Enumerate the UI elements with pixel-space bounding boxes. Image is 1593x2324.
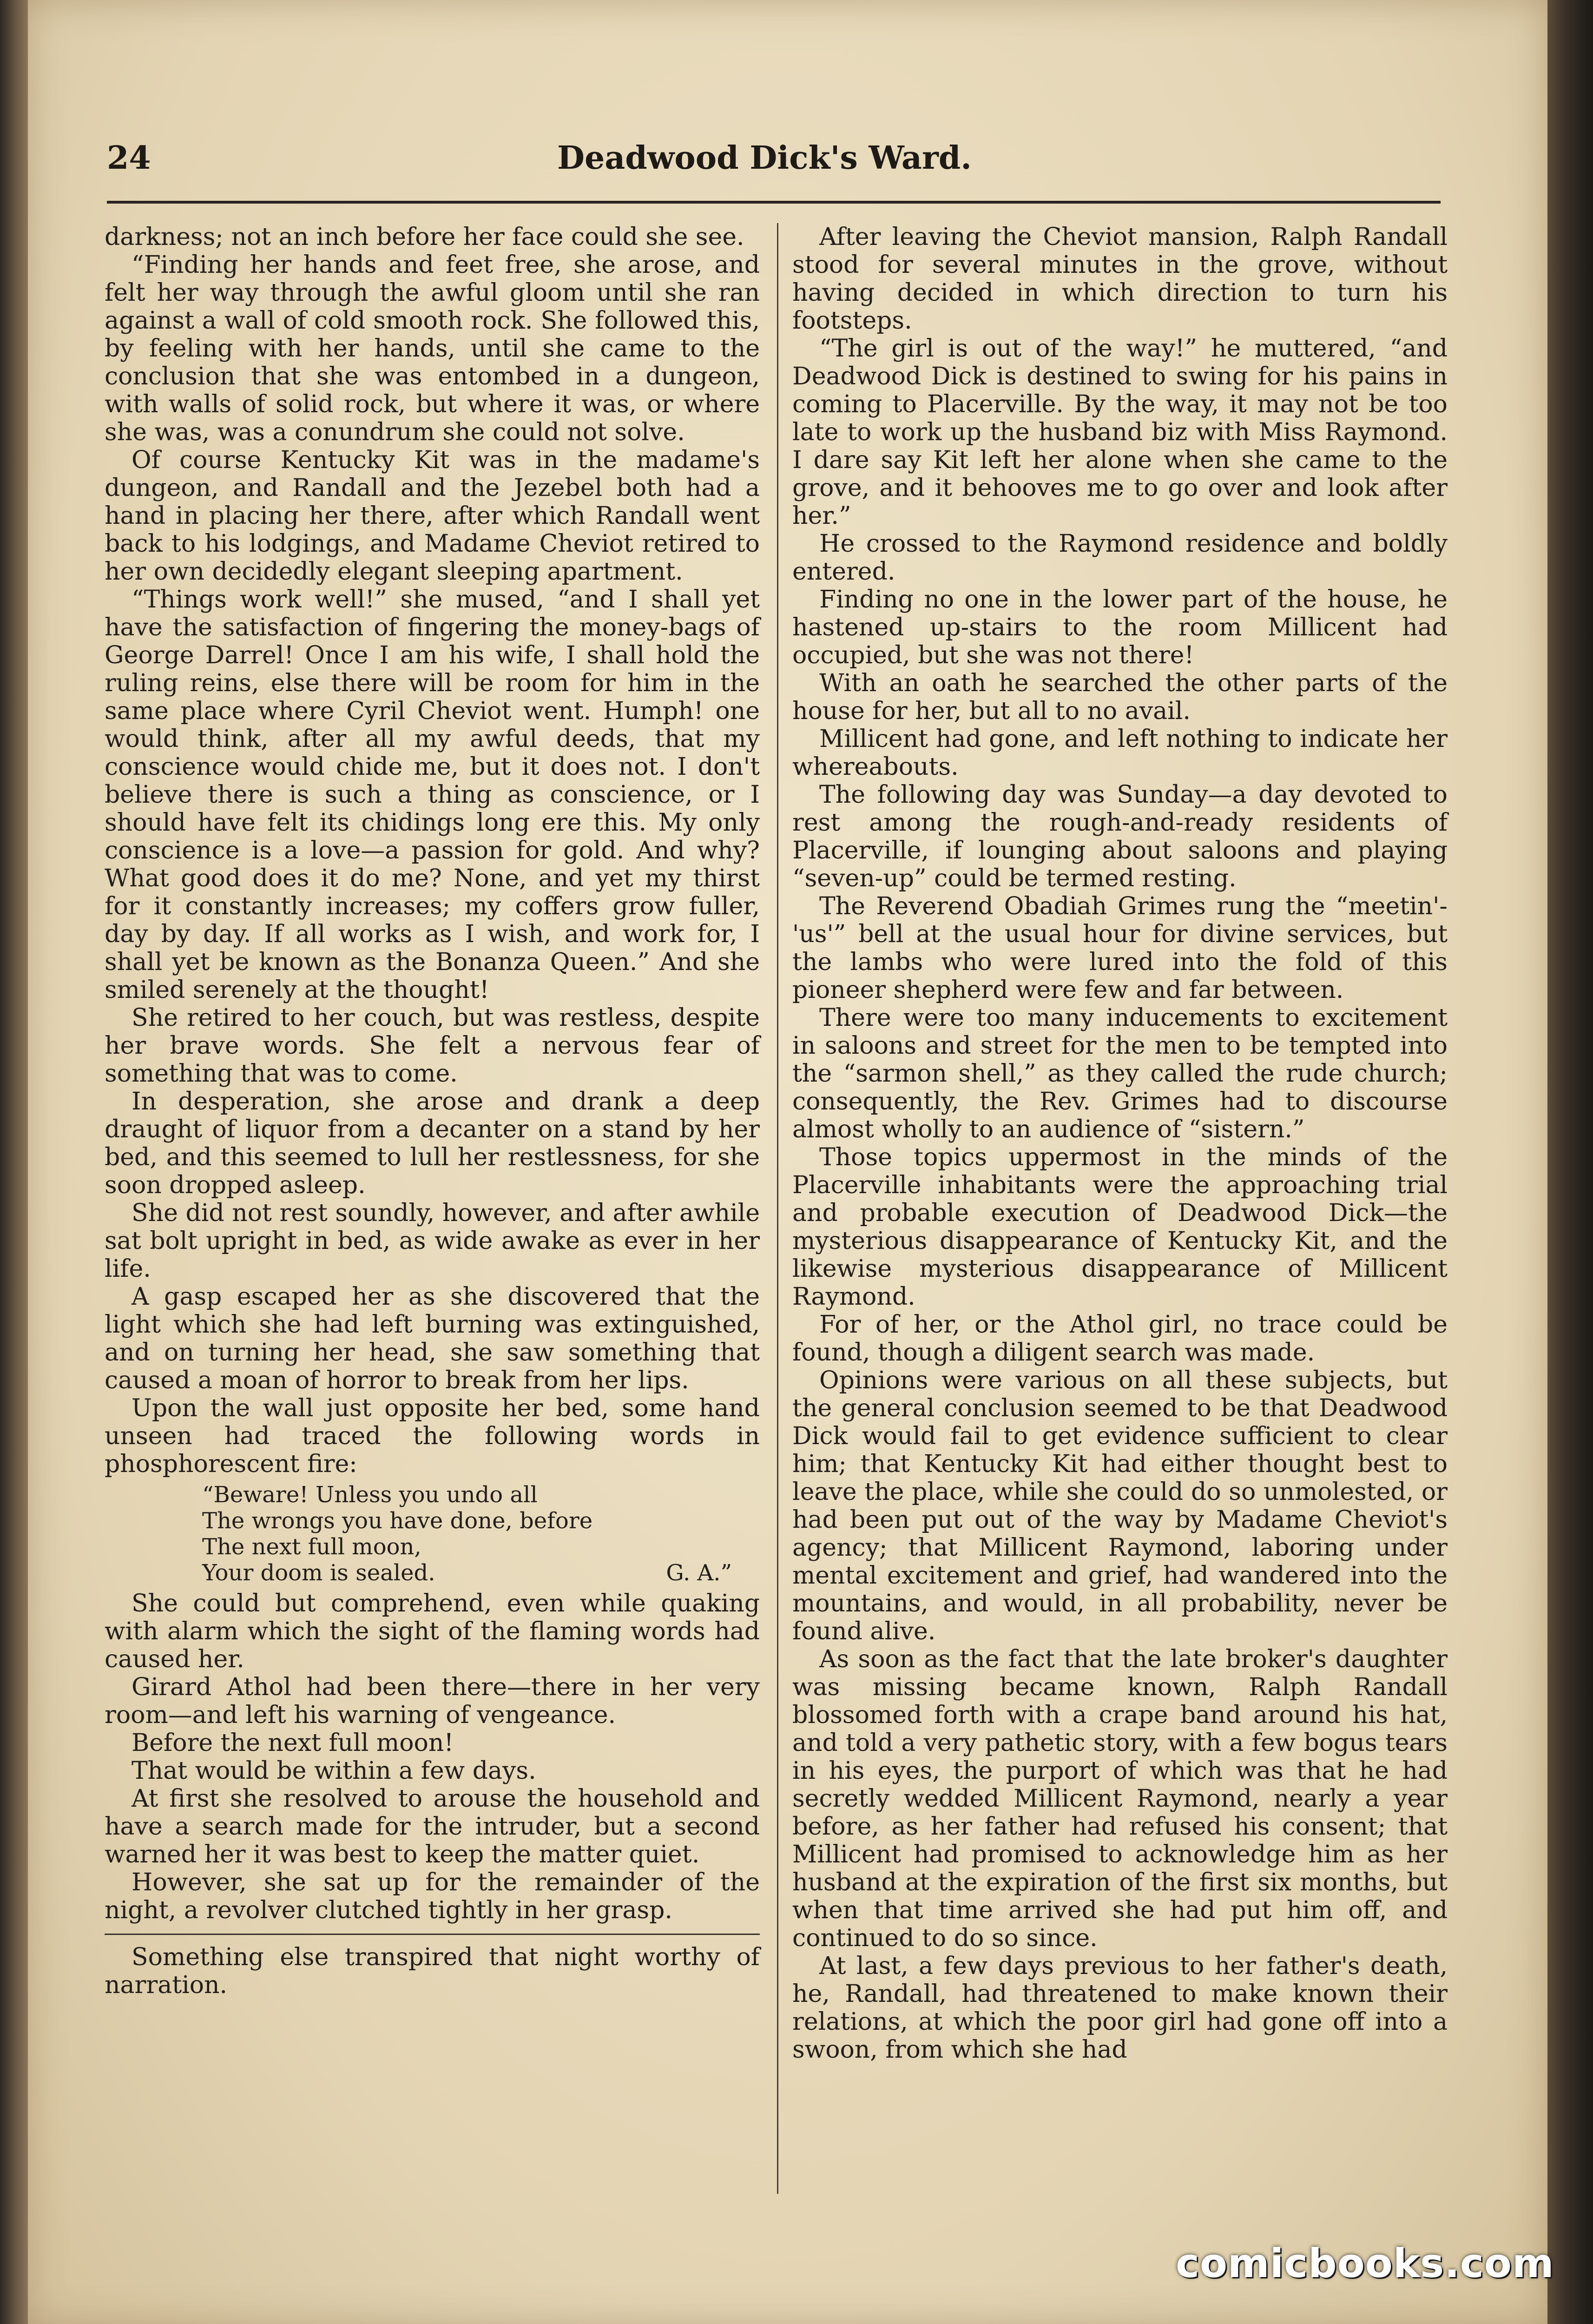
paragraph: “Finding her hands and feet free, she arose, and felt her way through the awful gloom until she ran against a wall of cold smooth rock. She followed this, by feeling with her hands, until she came to the conclusion that she was entombed in a dungeon, with walls of solid rock, but where it was, or where she was, was a conundrum she could not solve. xyxy=(105,251,760,446)
paragraph: Millicent had gone, and left nothing to indicate her whereabouts. xyxy=(792,725,1448,781)
left-column xyxy=(105,223,760,1999)
page-header xyxy=(79,139,1450,191)
header-rule xyxy=(107,201,1441,204)
verse-signature: G. A.” xyxy=(666,1560,732,1586)
paragraph: The Reverend Obadiah Grimes rung the “meetin'-'us'” bell at the usual hour for divine services, but the lambs who were lured into the fold of this pioneer shepherd were few and far between. xyxy=(792,892,1448,1004)
paragraph: She retired to her couch, but was restless, despite her brave words. She felt a nervous fear of something that was to come. xyxy=(105,1004,760,1088)
paragraph: At first she resolved to arouse the household and have a search made for the intruder, but a second warned her it was best to keep the matter quiet. xyxy=(105,1785,760,1868)
paragraph: Before the next full moon! xyxy=(132,1729,454,1757)
paragraph: For of her, or the Athol girl, no trace could be found, though a diligent search was made. xyxy=(792,1311,1448,1367)
paragraph: darkness; not an inch before her face could she see. xyxy=(105,223,744,251)
section-divider xyxy=(105,1934,760,1935)
paragraph: With an oath he searched the other parts of the house for her, but all to no avail. xyxy=(792,669,1448,725)
book-spine xyxy=(0,0,28,2324)
column-divider xyxy=(777,223,778,2194)
warning-verse xyxy=(202,1482,760,1586)
verse-line: The next full moon, xyxy=(202,1534,421,1560)
watermark: comicbooks.com xyxy=(1176,2240,1554,2287)
paragraph: She did not rest soundly, however, and after awhile sat bolt upright in bed, as wide awake as ever in her life. xyxy=(105,1199,760,1283)
paragraph: A gasp escaped her as she discovered that the light which she had left burning was extinguished, and on turning her head, she saw something that caused a moan of horror to break from her lips. xyxy=(105,1283,760,1394)
paragraph: She could but comprehend, even while quaking with alarm which the sight of the flaming words had caused her. xyxy=(105,1590,760,1673)
verse-line: “Beware! Unless you undo all xyxy=(202,1482,538,1508)
paragraph: Finding no one in the lower part of the house, he hastened up-stairs to the room Millicent had occupied, but she was not there! xyxy=(792,586,1448,669)
paragraph: At last, a few days previous to her father's death, he, Randall, had threatened to make known their relations, at which the poor girl had gone off into a swoon, from which she had xyxy=(792,1952,1448,2064)
paragraph: That would be within a few days. xyxy=(132,1757,536,1785)
paragraph: Of course Kentucky Kit was in the madame's dungeon, and Randall and the Jezebel both had a hand in placing her there, after which Randall went back to his lodgings, and Madame Cheviot retired to her own decidedly elegant sleeping apartment. xyxy=(105,446,760,586)
paragraph: Upon the wall just opposite her bed, some hand unseen had traced the following words in phosphorescent fire: xyxy=(105,1394,760,1478)
paragraph: “The girl is out of the way!” he muttered, “and Deadwood Dick is destined to swing for his pains in coming to Placerville. By the way, it may not be too late to work up the husband biz with Miss Raymond. I dare say Kit left her alone when she came to the grove, and it behooves me to go over and look after her.” xyxy=(792,335,1448,530)
right-column xyxy=(792,223,1448,2064)
paragraph: “Things work well!” she mused, “and I shall yet have the satisfaction of fingering the money-bags of George Darrel! Once I am his wife, I shall hold the ruling reins, else there will be room for him in the same place where Cyril Cheviot went. Humph! one would think, after all my awful deeds, that my conscience would chide me, but it does not. I don't believe there is such a thing as conscience, or I should have felt its chidings long ere this. My only conscience is a love—a passion for gold. And why? What good does it do me? None, and yet my thirst for it constantly increases; my coffers grow fuller, day by day. If all works as I wish, and work for, I shall yet be known as the Bonanza Queen.” And she smiled serenely at the thought! xyxy=(105,586,760,1004)
paragraph: There were too many inducements to excitement in saloons and street for the men to be tempted into the “sarmon shell,” as they called the rude church; consequently, the Rev. Grimes had to discourse almost wholly to an audience of “sistern.” xyxy=(792,1004,1448,1143)
page-number: 24 xyxy=(107,139,151,177)
paragraph: He crossed to the Raymond residence and boldly entered. xyxy=(792,530,1448,586)
paragraph: Girard Athol had been there—there in her very room—and left his warning of vengeance. xyxy=(105,1673,760,1729)
verse-final-line xyxy=(202,1560,732,1586)
paragraph: The following day was Sunday—a day devoted to rest among the rough-and-ready residents of Placerville, if lounging about saloons and playing “seven-up” could be termed resting. xyxy=(792,781,1448,892)
paragraph: In desperation, she arose and drank a deep draught of liquor from a decanter on a stand by her bed, and this seemed to lull her restlessness, for she soon dropped asleep. xyxy=(105,1088,760,1199)
verse-line: The wrongs you have done, before xyxy=(202,1508,593,1534)
paragraph: Those topics uppermost in the minds of the Placerville inhabitants were the approaching trial and probable execution of Deadwood Dick—the mysterious disappearance of Kentucky Kit, and the likewise mysterious disappearance of Millicent Raymond. xyxy=(792,1143,1448,1311)
verse-line: Your doom is sealed. xyxy=(202,1560,435,1586)
running-title: Deadwood Dick's Ward. xyxy=(557,139,972,177)
paragraph: Opinions were various on all these subjects, but the general conclusion seemed to be that Deadwood Dick would fail to get evidence sufficient to clear him; that Kentucky Kit had either thought best to leave the place, while she could do so unmolested, or had been put out of the way by Madame Cheviot's agency; that Millicent Raymond, laboring under mental excitement and grief, had wandered into the mountains, and would, in all probability, never be found alive. xyxy=(792,1367,1448,1645)
page-edge xyxy=(1547,0,1593,2324)
paragraph: Something else transpired that night worthy of narration. xyxy=(105,1943,760,1999)
paragraph: After leaving the Cheviot mansion, Ralph Randall stood for several minutes in the grove, without having decided in which direction to turn his footsteps. xyxy=(792,223,1448,335)
paragraph: However, she sat up for the remainder of the night, a revolver clutched tightly in her grasp. xyxy=(105,1868,760,1924)
paragraph: As soon as the fact that the late broker's daughter was missing became known, Ralph Randall blossomed forth with a crape band around his hat, and told a very pathetic story, with a few bogus tears in his eyes, the purport of which was that he had secretly wedded Millicent Raymond, nearly a year before, as her father had refused his consent; that Millicent had promised to acknowledge him as her husband at the expiration of the first six months, but when that time arrived she had put him off, and continued to do so since. xyxy=(792,1645,1448,1952)
